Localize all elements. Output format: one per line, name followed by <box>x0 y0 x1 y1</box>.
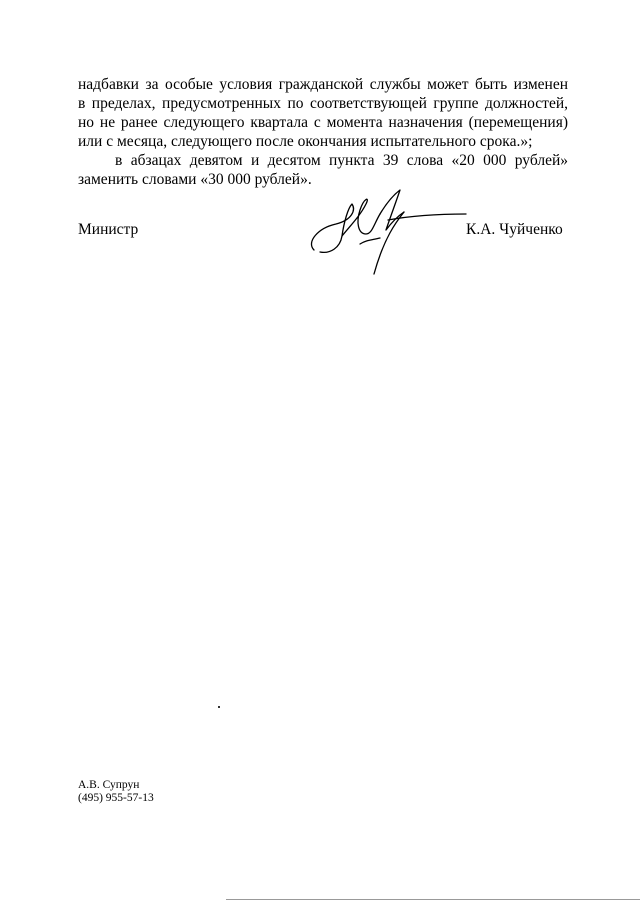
text-line: или с месяца, следующего после окончания испытательного срока.»; <box>78 133 533 150</box>
signatory-role: Министр <box>78 221 139 238</box>
text-line: в абзацах девятом и десятом пункта 39 слова «20 000 рублей» <box>115 152 568 169</box>
text-line: но не ранее следующего квартала с момента назначения (перемещения) <box>78 114 568 131</box>
executor-name: А.В. Супрун <box>78 779 140 791</box>
paragraph-continuation <box>78 75 568 151</box>
executor-phone: (495) 955-57-13 <box>78 792 154 804</box>
handwritten-signature <box>300 178 480 278</box>
text-line: надбавки за особые условия гражданской службы может быть изменен <box>78 76 568 93</box>
executor-block <box>78 779 154 805</box>
signatory-name: К.А. Чуйченко <box>466 221 563 238</box>
text-line: в пределах, предусмотренных по соответствующей группе должностей, <box>78 95 568 112</box>
scan-speck <box>218 706 220 708</box>
text-line: заменить словами «30 000 рублей». <box>78 171 312 188</box>
scan-edge-line <box>226 899 640 900</box>
